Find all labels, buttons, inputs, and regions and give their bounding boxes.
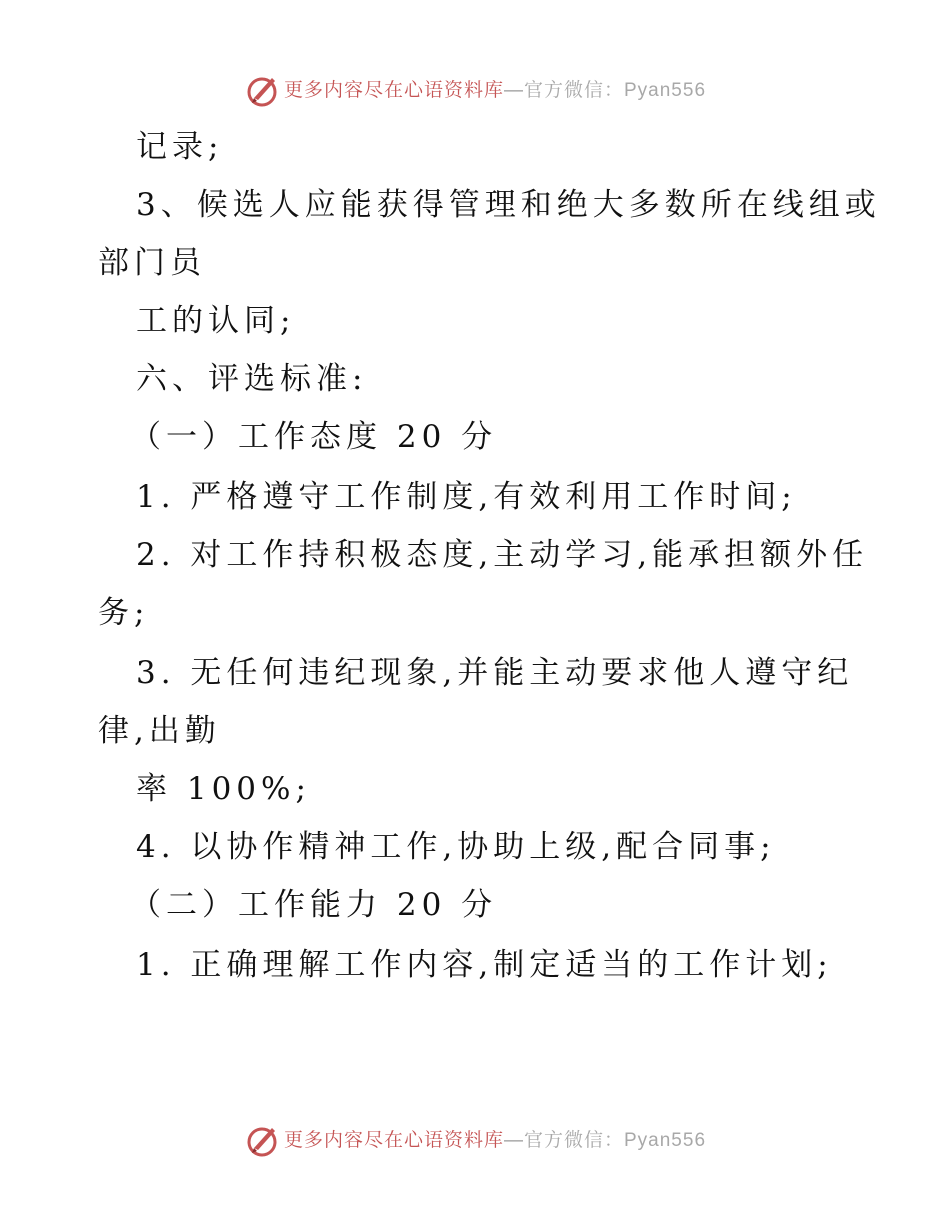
subsection-heading: （二）工作能力 20 分	[130, 887, 498, 923]
text-line: 率 100%;	[136, 771, 311, 807]
footer-watermark	[0, 1120, 950, 1160]
text-line: 工的认同;	[136, 303, 296, 339]
watermark-separator: —	[504, 1129, 524, 1151]
subsection-heading: （一）工作态度 20 分	[130, 419, 498, 455]
watermark-separator: —	[504, 79, 524, 101]
watermark-main-text: 更多内容尽在心语资料库	[283, 79, 504, 101]
list-item: 1. 严格遵守工作制度,有效利用工作时间;	[136, 479, 797, 515]
section-heading: 六、评选标准:	[136, 361, 368, 397]
text-line: 部门员	[98, 245, 206, 281]
watermark-main-text: 更多内容尽在心语资料库	[283, 1129, 504, 1151]
quill-pen-logo-icon	[244, 72, 280, 108]
text-line: 记录;	[136, 129, 224, 165]
list-item: 4. 以协作精神工作,协助上级,配合同事;	[136, 829, 776, 865]
header-watermark	[0, 70, 950, 110]
list-item: 1. 正确理解工作内容,制定适当的工作计划;	[136, 947, 833, 983]
text-line: 律,出勤	[98, 713, 221, 749]
text-line: 务;	[98, 595, 150, 631]
watermark-contact-text: 官方微信：Pyan556	[524, 79, 707, 101]
quill-pen-logo-icon	[244, 1122, 280, 1158]
list-item: 3. 无任何违纪现象,并能主动要求他人遵守纪	[136, 655, 854, 691]
list-item: 2. 对工作持积极态度,主动学习,能承担额外任	[136, 537, 869, 573]
watermark-contact-text: 官方微信：Pyan556	[524, 1129, 707, 1151]
text-line: 3、候选人应能获得管理和绝大多数所在线组或	[136, 187, 881, 223]
